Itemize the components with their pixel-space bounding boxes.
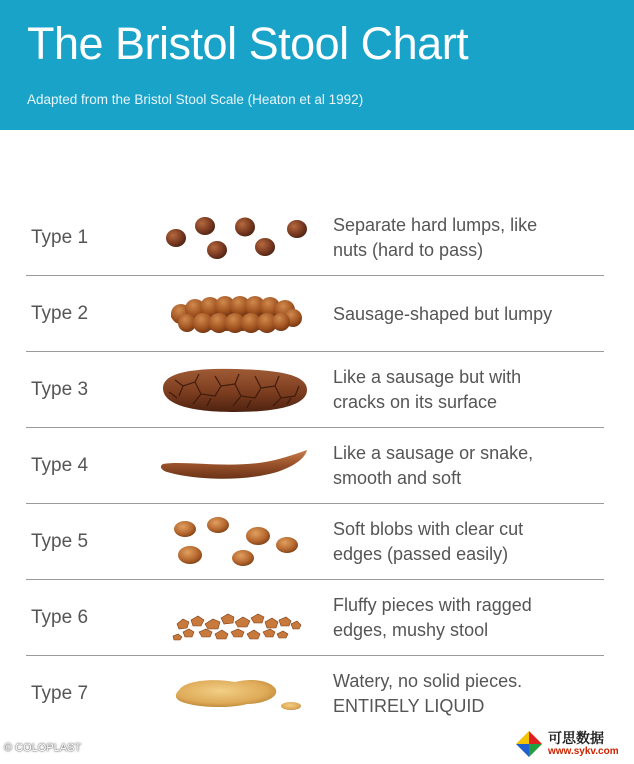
lumpy-sausage-icon bbox=[155, 276, 315, 352]
page-title: The Bristol Stool Chart bbox=[27, 18, 469, 69]
type-label: Type 6 bbox=[31, 607, 89, 628]
type-description: Separate hard lumps, like nuts (hard to pass) bbox=[333, 215, 538, 260]
header-banner bbox=[0, 0, 634, 130]
watery-liquid-icon bbox=[155, 656, 315, 732]
photo-credit: © COLOPLAST bbox=[4, 742, 82, 754]
soft-blobs-icon bbox=[155, 504, 315, 580]
type-label: Type 7 bbox=[31, 683, 89, 704]
type-label: Type 4 bbox=[31, 455, 89, 476]
type-description: Soft blobs with clear cut edges (passed easily) bbox=[333, 519, 524, 564]
type-description: Watery, no solid pieces. ENTIRELY LIQUID bbox=[333, 671, 523, 716]
stool-type-row bbox=[0, 200, 634, 276]
stool-type-list bbox=[0, 200, 634, 732]
type-label: Type 5 bbox=[31, 531, 89, 552]
fluffy-pieces-icon bbox=[155, 580, 315, 656]
stool-type-row bbox=[0, 276, 634, 352]
stool-type-row bbox=[0, 656, 634, 732]
cracked-sausage-icon bbox=[155, 352, 315, 428]
watermark-url: www.sykv.com bbox=[548, 746, 619, 757]
type-description: Like a sausage but with cracks on its surface bbox=[333, 367, 522, 412]
smooth-snake-icon bbox=[155, 428, 315, 504]
type-description: Like a sausage or snake, smooth and soft bbox=[333, 443, 534, 488]
stool-type-row bbox=[0, 352, 634, 428]
watermark bbox=[514, 727, 626, 761]
separate-lumps-icon bbox=[155, 200, 315, 276]
stool-type-row bbox=[0, 580, 634, 656]
type-label: Type 2 bbox=[31, 303, 89, 324]
page-subtitle: Adapted from the Bristol Stool Scale (Heaton et al 1992) bbox=[27, 92, 364, 107]
type-description: Sausage-shaped but lumpy bbox=[333, 303, 553, 324]
watermark-logo-icon bbox=[514, 729, 544, 759]
stool-type-row bbox=[0, 428, 634, 504]
stool-type-row bbox=[0, 504, 634, 580]
type-label: Type 3 bbox=[31, 379, 89, 400]
watermark-text: 可思数据 bbox=[548, 730, 604, 746]
type-description: Fluffy pieces with ragged edges, mushy stool bbox=[333, 595, 532, 640]
type-label: Type 1 bbox=[31, 227, 89, 248]
